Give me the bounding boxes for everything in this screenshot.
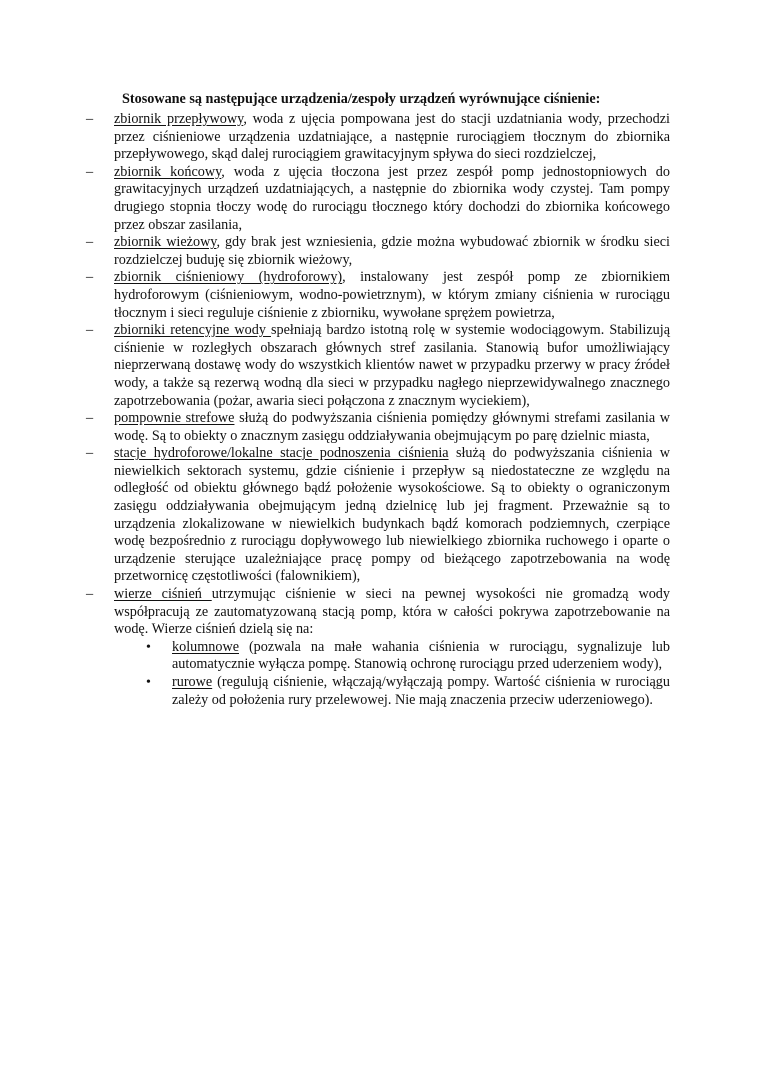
item-term: zbiornik przepływowy <box>114 111 244 127</box>
item-term: wierze ciśnień <box>114 586 212 603</box>
item-text: utrzymując ciśnienie w sieci na pewnej wysokości nie gromadzą wody współpracują ze zautomatyzowaną stacją pomp, która w całości pokrywa zapotrzebowanie na wodę. Wierze ciśnień dzielą się na: <box>114 586 670 638</box>
item-text: , instalowany jest zespół pomp ze zbiornikiem hydroforowym (ciśnieniowym, wodno-powietrznym), w którym zmiany ciśnienia w rurociągu tłocznym i sieci reguluje ciśnienie z zbiorniku, wywołane sprężem powietrza, <box>114 269 670 321</box>
dash-marker: – <box>86 163 94 180</box>
item-term: zbiornik wieżowy <box>114 234 217 251</box>
item-term: pompownie strefowe <box>114 410 235 427</box>
item-term: zbiorniki retencyjne wody <box>114 322 271 339</box>
item-text: służą do podwyższania ciśnienia pomiędzy głównymi strefami zasilania w wodę. Są to obiekty o znacznym zasięgu oddziaływania obejmującym po parę dzielnic miasta, <box>114 410 670 444</box>
item-term: stacje hydroforowe/lokalne stacje podnoszenia ciśnienia <box>114 445 449 462</box>
page-title: Stosowane są następujące urządzenia/zespoły urządzeń wyrównujące ciśnienie: <box>122 91 601 107</box>
sublist-item <box>144 674 670 709</box>
list-item <box>86 164 670 234</box>
subitem-text: (pozwala na małe wahania ciśnienia w rurociągu, sygnalizuje lub automatycznie wyłącza pompę. Stanowią ochronę rurociągu przed uderzeniem wody), <box>172 638 670 673</box>
subitem-term: rurowe <box>172 674 213 690</box>
device-list <box>86 111 670 709</box>
sublist <box>114 639 670 709</box>
subitem-term: kolumnowe <box>172 638 239 655</box>
dash-marker: – <box>86 269 94 286</box>
item-text: służą do podwyższania ciśnienia w niewielkich sektorach systemu, gdzie ciśnienie i przepływ są niedostateczne ze względu na odległość od obiektu głównego bądź położenie wysokościowe. Są to obiekty o ograniczonym zasięgu oddziaływania obejmującym jedną dzielnicę lub jej fragment. Przeważnie są to urządzenia zlokalizowane w niewielkich budynkach bądź komorach podziemnych, czerpiące wodę bezpośrednio z rurociągu dopływowego lub niewielkiego zbiornika ruchowego i oparte o urządzenie sterujące uzależniające pracę pompy od bieżącego zapotrzebowania na wodę przetwornicę częstotliwości (falownikiem), <box>114 445 670 585</box>
subitem-text: (regulują ciśnienie, włączają/wyłączają pompy. Wartość ciśnienia w rurociągu zależy od położenia rury przelewowej. Nie mają znaczenia przeciw uderzeniowego). <box>172 674 670 708</box>
dash-marker: – <box>86 410 94 427</box>
item-term: zbiornik końcowy <box>114 163 222 180</box>
list-item <box>86 234 670 269</box>
bullet-marker: • <box>146 639 151 655</box>
dash-marker: – <box>86 234 94 251</box>
dash-marker: – <box>86 111 94 127</box>
item-text: , gdy brak jest wzniesienia, gdzie można wybudować zbiornik w środku sieci rozdzielczej buduję się zbiornik wieżowy, <box>114 234 670 268</box>
item-text: , woda z ujęcia tłoczona jest przez zespół pomp jednostopniowych do grawitacyjnych urządzeń uzdatniających, a następnie do zbiornika wody czystej. Tam pompy drugiego stopnia tłoczy wodę do rurociągu tłocznego który dochodzi do zbiornika końcowego przez obszar zasilania, <box>114 163 670 233</box>
item-text: , woda z ujęcia pompowana jest do stacji uzdatniania wody, przechodzi przez ciśnieniowe urządzenia uzdatniające, a następnie rurociągiem tłocznym do zbiornika przepływowego, skąd dalej rurociągiem grawitacyjnym spływa do sieci rozdzielczej, <box>114 111 670 163</box>
list-item <box>86 111 670 164</box>
bullet-marker: • <box>146 675 151 690</box>
list-item <box>86 269 670 322</box>
dash-marker: – <box>86 586 94 603</box>
dash-marker: – <box>86 445 94 462</box>
sublist-item <box>144 639 670 674</box>
list-item <box>86 445 670 586</box>
list-item <box>86 322 670 410</box>
dash-marker: – <box>86 322 94 339</box>
item-text: spełniają bardzo istotną rolę w systemie wodociągowym. Stabilizują ciśnienie w rozległych obszarach głównych stref zasilania. Stanowią bufor umożliwiający nieprzerwaną dostawę wody do wszystkich klientów nawet w przypadku przerwy w pracy źródeł wody, a także są rezerwą wodną dla sieci w przypadku nagłego nieprzewidywalnego znacznego zapotrzebowania (pożar, awaria sieci połączona z znacznym wyciekiem), <box>114 322 670 409</box>
list-item <box>86 410 670 445</box>
item-term: zbiornik ciśnieniowy (hydroforowy) <box>114 269 343 286</box>
list-item <box>86 586 670 709</box>
